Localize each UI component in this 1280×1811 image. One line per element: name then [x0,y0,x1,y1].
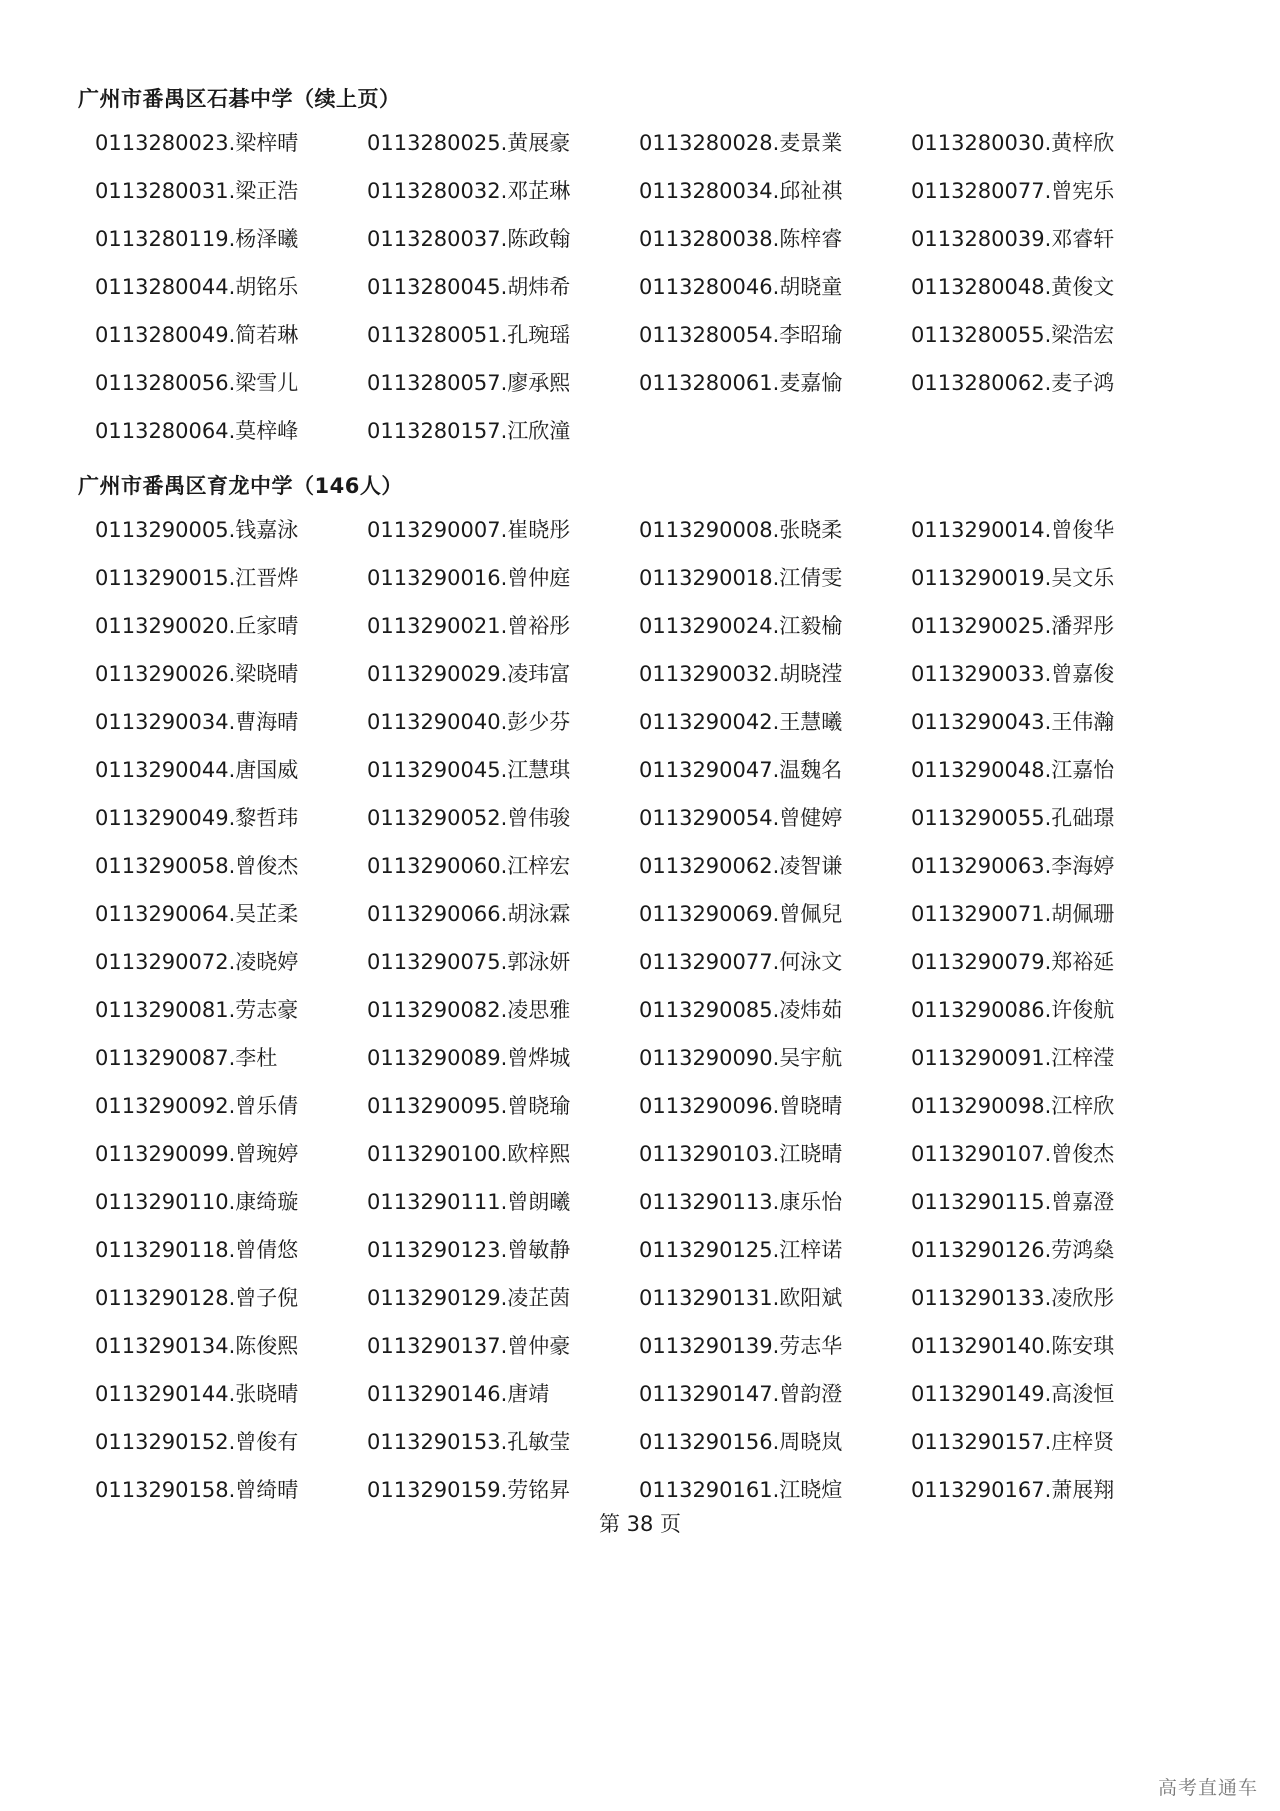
student-entry: 0113290044.唐国威 [95,758,299,782]
student-entry: 0113280061.麦嘉愉 [639,371,843,395]
student-entry: 0113290052.曾伟骏 [367,806,571,830]
student-entry: 0113280044.胡铭乐 [95,275,299,299]
section-title-shiji: 广州市番禺区石碁中学（续上页） [78,87,401,111]
student-entry: 0113290081.劳志豪 [95,998,299,1022]
student-entry: 0113280048.黄俊文 [911,275,1115,299]
student-entry: 0113290047.温魏名 [639,758,843,782]
student-entry: 0113290069.曾佩兒 [639,902,843,926]
student-entry: 0113290128.曾子倪 [95,1286,299,1310]
student-entry: 0113290147.曾韵澄 [639,1382,843,1406]
student-entry: 0113290134.陈俊熙 [95,1334,299,1358]
student-entry: 0113290019.吴文乐 [911,566,1115,590]
student-entry: 0113280028.麦景業 [639,131,843,155]
student-entry: 0113290055.孔础璟 [911,806,1115,830]
student-entry: 0113290111.曾朗曦 [367,1190,571,1214]
student-entry: 0113290072.凌晓婷 [95,950,299,974]
student-entry: 0113280037.陈政翰 [367,227,571,251]
student-entry: 0113290089.曾烨城 [367,1046,571,1070]
student-entry: 0113290087.李杜 [95,1046,278,1070]
student-entry: 0113290033.曾嘉俊 [911,662,1115,686]
student-entry: 0113290018.江倩雯 [639,566,843,590]
student-entry: 0113290090.吴宇航 [639,1046,843,1070]
student-entry: 0113290092.曾乐倩 [95,1094,299,1118]
student-entry: 0113290107.曾俊杰 [911,1142,1115,1166]
student-entry: 0113290015.江晋烨 [95,566,299,590]
student-entry: 0113280057.廖承熙 [367,371,571,395]
student-entry: 0113290025.潘羿彤 [911,614,1115,638]
student-entry: 0113290060.江梓宏 [367,854,571,878]
student-list-yulong [95,505,1215,1513]
student-entry: 0113290153.孔敏莹 [367,1430,571,1454]
student-entry: 0113290115.曾嘉澄 [911,1190,1115,1214]
student-entry: 0113290144.张晓晴 [95,1382,299,1406]
student-entry: 0113290048.江嘉怡 [911,758,1115,782]
page-number: 第 38 页 [598,1512,682,1536]
student-entry: 0113290066.胡泳霖 [367,902,571,926]
student-entry: 0113290071.胡佩珊 [911,902,1115,926]
student-entry: 0113290123.曾敏静 [367,1238,571,1262]
student-entry: 0113290042.王慧曦 [639,710,843,734]
student-entry: 0113280034.邱祉祺 [639,179,843,203]
student-entry: 0113290043.王伟瀚 [911,710,1115,734]
student-entry: 0113290034.曹海晴 [95,710,299,734]
student-entry: 0113290159.劳铭昇 [367,1478,571,1502]
student-entry: 0113280056.梁雪儿 [95,371,299,395]
student-entry: 0113290024.江毅榆 [639,614,843,638]
student-entry: 0113290100.欧梓熙 [367,1142,571,1166]
student-entry: 0113290020.丘家晴 [95,614,299,638]
student-entry: 0113290032.胡晓滢 [639,662,843,686]
student-entry: 0113280031.梁正浩 [95,179,299,203]
student-entry: 0113290129.凌芷茵 [367,1286,571,1310]
student-entry: 0113280038.陈梓睿 [639,227,843,251]
student-entry: 0113290054.曾健婷 [639,806,843,830]
student-entry: 0113290118.曾倩悠 [95,1238,299,1262]
student-entry: 0113290008.张晓柔 [639,518,843,542]
student-list-shiji [95,118,1215,454]
student-entry: 0113280032.邓芷琳 [367,179,571,203]
student-entry: 0113290157.庄梓贤 [911,1430,1115,1454]
student-entry: 0113280055.梁浩宏 [911,323,1115,347]
student-entry: 0113280030.黄梓欣 [911,131,1115,155]
student-entry: 0113290149.高浚恒 [911,1382,1115,1406]
student-entry: 0113280023.梁梓晴 [95,131,299,155]
student-entry: 0113290077.何泳文 [639,950,843,974]
student-entry: 0113290110.康绮璇 [95,1190,299,1214]
student-entry: 0113280045.胡炜希 [367,275,571,299]
student-entry: 0113290113.康乐怡 [639,1190,843,1214]
student-entry: 0113290063.李海婷 [911,854,1115,878]
student-entry: 0113290103.江晓晴 [639,1142,843,1166]
student-entry: 0113290139.劳志华 [639,1334,843,1358]
student-entry: 0113280157.江欣潼 [367,419,571,443]
student-entry: 0113290021.曾裕彤 [367,614,571,638]
student-entry: 0113280039.邓睿轩 [911,227,1115,251]
student-entry: 0113290005.钱嘉泳 [95,518,299,542]
student-entry: 0113290075.郭泳妍 [367,950,571,974]
student-entry: 0113290085.凌炜茹 [639,998,843,1022]
student-entry: 0113290007.崔晓彤 [367,518,571,542]
student-entry: 0113290140.陈安琪 [911,1334,1115,1358]
student-entry: 0113290095.曾晓瑜 [367,1094,571,1118]
student-entry: 0113290167.萧展翔 [911,1478,1115,1502]
student-entry: 0113280049.简若琳 [95,323,299,347]
student-entry: 0113290156.周晓岚 [639,1430,843,1454]
student-entry: 0113290091.江梓滢 [911,1046,1115,1070]
student-entry: 0113290098.江梓欣 [911,1094,1115,1118]
student-entry: 0113290099.曾琬婷 [95,1142,299,1166]
student-entry: 0113280062.麦子鸿 [911,371,1115,395]
student-entry: 0113280064.莫梓峰 [95,419,299,443]
student-entry: 0113290026.梁晓晴 [95,662,299,686]
student-entry: 0113290137.曾仲豪 [367,1334,571,1358]
student-entry: 0113290125.江梓诺 [639,1238,843,1262]
student-entry: 0113290045.江慧琪 [367,758,571,782]
student-entry: 0113290062.凌智谦 [639,854,843,878]
student-entry: 0113290058.曾俊杰 [95,854,299,878]
student-entry: 0113290082.凌思雅 [367,998,571,1022]
student-entry: 0113280046.胡晓童 [639,275,843,299]
student-entry: 0113280054.李昭瑜 [639,323,843,347]
student-entry: 0113290029.凌玮富 [367,662,571,686]
student-entry: 0113290152.曾俊有 [95,1430,299,1454]
student-entry: 0113290064.吴芷柔 [95,902,299,926]
student-entry: 0113290079.郑裕延 [911,950,1115,974]
student-entry: 0113280119.杨泽曦 [95,227,299,251]
watermark: 高考直通车 [1157,1777,1258,1799]
student-entry: 0113280077.曾宪乐 [911,179,1115,203]
student-entry: 0113280025.黄展豪 [367,131,571,155]
student-entry: 0113290146.唐靖 [367,1382,550,1406]
student-entry: 0113290161.江晓煊 [639,1478,843,1502]
student-entry: 0113290016.曾仲庭 [367,566,571,590]
section-title-yulong: 广州市番禺区育龙中学（146人） [78,474,403,498]
student-entry: 0113290040.彭少芬 [367,710,571,734]
student-entry: 0113290131.欧阳斌 [639,1286,843,1310]
student-entry: 0113290126.劳鸿燊 [911,1238,1115,1262]
student-entry: 0113290086.许俊航 [911,998,1115,1022]
student-entry: 0113280051.孔琬瑶 [367,323,571,347]
student-entry: 0113290049.黎哲玮 [95,806,299,830]
student-entry: 0113290158.曾绮晴 [95,1478,299,1502]
student-entry: 0113290096.曾晓晴 [639,1094,843,1118]
student-entry: 0113290014.曾俊华 [911,518,1115,542]
student-entry: 0113290133.凌欣彤 [911,1286,1115,1310]
